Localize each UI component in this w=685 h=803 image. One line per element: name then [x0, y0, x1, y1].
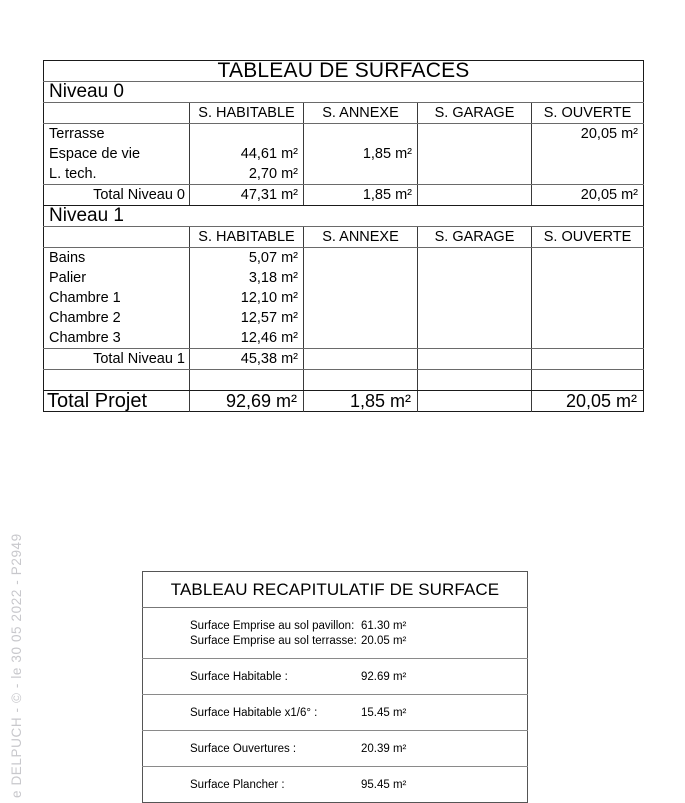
row-value-ouverte [532, 248, 644, 269]
row-value-habitable: 12,46 m² [190, 328, 304, 349]
recap-spacer [143, 792, 527, 802]
row-value-annexe [304, 288, 418, 308]
recap-section [143, 695, 528, 731]
grand-total-annexe: 1,85 m² [304, 391, 418, 412]
recap-key: Surface Emprise au sol terrasse: [190, 634, 357, 647]
row-value-garage [418, 308, 532, 328]
column-header-blank-0 [44, 103, 190, 124]
recap-key: Surface Plancher : [190, 778, 285, 791]
column-header-blank-1 [44, 227, 190, 248]
recap-section [143, 767, 528, 803]
recap-section-cell [143, 608, 528, 659]
recap-section [143, 659, 528, 695]
table-row [44, 328, 644, 349]
subtotal-label: Total Niveau 1 [44, 349, 190, 370]
row-value-annexe [304, 268, 418, 288]
row-label: Terrasse [49, 126, 105, 142]
column-header-garage-0: S. GARAGE [418, 103, 532, 124]
recap-line [143, 618, 527, 633]
subtotal-garage [418, 349, 532, 370]
table-row [44, 288, 644, 308]
total-separator-cell [418, 370, 532, 391]
surfaces-table [43, 60, 644, 412]
row-label: Bains [49, 250, 86, 266]
recap-key: Surface Habitable x1/6° : [190, 706, 318, 719]
table-row [44, 308, 644, 328]
recap-table-container [142, 571, 528, 803]
column-header-garage-1: S. GARAGE [418, 227, 532, 248]
level-banner-row-0 [44, 82, 644, 103]
column-header-habitable-0: S. HABITABLE [190, 103, 304, 124]
row-value-garage [418, 164, 532, 185]
subtotal-row-level-1 [44, 349, 644, 370]
row-value-ouverte [532, 308, 644, 328]
grand-total-garage [418, 391, 532, 412]
grand-total-label: Total Projet [47, 390, 148, 412]
table-row [44, 164, 644, 185]
recap-key: Surface Ouvertures : [190, 742, 297, 755]
row-label: Espace de vie [49, 146, 141, 162]
total-separator-cell [44, 370, 190, 391]
row-value-annexe [304, 248, 418, 269]
row-value-habitable: 12,57 m² [190, 308, 304, 328]
grand-total-row [44, 391, 644, 412]
recap-spacer [143, 608, 527, 618]
recap-line [143, 633, 527, 648]
row-value-ouverte: 20,05 m² [532, 124, 644, 145]
subtotal-habitable: 47,31 m² [190, 185, 304, 206]
recap-table-title: TABLEAU RECAPITULATIF DE SURFACE [143, 572, 528, 608]
total-separator-row [44, 370, 644, 391]
row-value-habitable: 3,18 m² [190, 268, 304, 288]
column-header-ouverte-1: S. OUVERTE [532, 227, 644, 248]
row-value-garage [418, 124, 532, 145]
recap-section-cell [143, 659, 528, 695]
level-banner-row-1 [44, 206, 644, 227]
column-header-habitable-1: S. HABITABLE [190, 227, 304, 248]
recap-value: 15.45 m² [361, 706, 407, 719]
recap-line [143, 669, 527, 684]
recap-spacer [143, 659, 527, 669]
row-value-habitable: 2,70 m² [190, 164, 304, 185]
row-value-habitable: 12,10 m² [190, 288, 304, 308]
row-value-ouverte [532, 288, 644, 308]
column-header-row-1 [44, 227, 644, 248]
table-row [44, 144, 644, 164]
level-name-0: Niveau 0 [44, 82, 644, 103]
row-value-habitable: 5,07 m² [190, 248, 304, 269]
recap-value: 20.39 m² [361, 742, 407, 755]
recap-spacer [143, 731, 527, 741]
surfaces-table-title-row [44, 61, 644, 82]
row-label: Chambre 2 [49, 310, 121, 326]
total-separator-cell [532, 370, 644, 391]
row-value-annexe [304, 308, 418, 328]
recap-value: 61.30 m² [361, 619, 407, 632]
column-header-row-0 [44, 103, 644, 124]
subtotal-garage [418, 185, 532, 206]
table-row [44, 248, 644, 269]
grand-total-ouverte: 20,05 m² [532, 391, 644, 412]
recap-value: 20.05 m² [361, 634, 407, 647]
column-header-ouverte-0: S. OUVERTE [532, 103, 644, 124]
subtotal-annexe [304, 349, 418, 370]
table-row [44, 124, 644, 145]
row-label: Chambre 1 [49, 290, 121, 306]
row-value-habitable: 44,61 m² [190, 144, 304, 164]
row-value-annexe [304, 328, 418, 349]
row-value-ouverte [532, 164, 644, 185]
recap-value: 95.45 m² [361, 778, 407, 791]
row-value-annexe: 1,85 m² [304, 144, 418, 164]
row-value-garage [418, 328, 532, 349]
row-value-ouverte [532, 144, 644, 164]
subtotal-ouverte [532, 349, 644, 370]
subtotal-ouverte: 20,05 m² [532, 185, 644, 206]
row-value-annexe [304, 124, 418, 145]
recap-spacer [143, 756, 527, 766]
recap-section [143, 608, 528, 659]
recap-spacer [143, 684, 527, 694]
recap-line [143, 705, 527, 720]
subtotal-row-level-0 [44, 185, 644, 206]
surfaces-table-container [43, 60, 643, 412]
row-value-ouverte [532, 268, 644, 288]
row-label: L. tech. [44, 164, 190, 185]
column-header-annexe-0: S. ANNEXE [304, 103, 418, 124]
recap-table-title-row [143, 572, 528, 608]
row-value-garage [418, 144, 532, 164]
recap-key: Surface Habitable : [190, 670, 288, 683]
row-value-habitable [190, 124, 304, 145]
subtotal-label: Total Niveau 0 [44, 185, 190, 206]
grand-total-habitable: 92,69 m² [190, 391, 304, 412]
subtotal-habitable: 45,38 m² [190, 349, 304, 370]
row-label: Palier [49, 270, 87, 286]
recap-key: Surface Emprise au sol pavillon: [190, 619, 355, 632]
surfaces-table-title: TABLEAU DE SURFACES [44, 61, 644, 82]
recap-line [143, 777, 527, 792]
recap-spacer [143, 767, 527, 777]
recap-section [143, 731, 528, 767]
level-name-1: Niveau 1 [44, 206, 644, 227]
recap-section-cell [143, 695, 528, 731]
row-value-ouverte [532, 328, 644, 349]
row-value-garage [418, 288, 532, 308]
row-value-garage [418, 268, 532, 288]
table-row [44, 268, 644, 288]
column-header-annexe-1: S. ANNEXE [304, 227, 418, 248]
total-separator-cell [190, 370, 304, 391]
recap-line [143, 741, 527, 756]
subtotal-annexe: 1,85 m² [304, 185, 418, 206]
recap-value: 92.69 m² [361, 670, 407, 683]
total-separator-cell [304, 370, 418, 391]
recap-table [142, 571, 528, 803]
recap-spacer [143, 720, 527, 730]
recap-spacer [143, 648, 527, 658]
document-side-credit: e DELPUCH - © - le 30 05 2022 - P2949 [9, 533, 24, 798]
row-value-annexe [304, 164, 418, 185]
recap-section-cell [143, 731, 528, 767]
recap-section-cell [143, 767, 528, 803]
row-value-garage [418, 248, 532, 269]
recap-spacer [143, 695, 527, 705]
row-label: Chambre 3 [44, 328, 190, 349]
